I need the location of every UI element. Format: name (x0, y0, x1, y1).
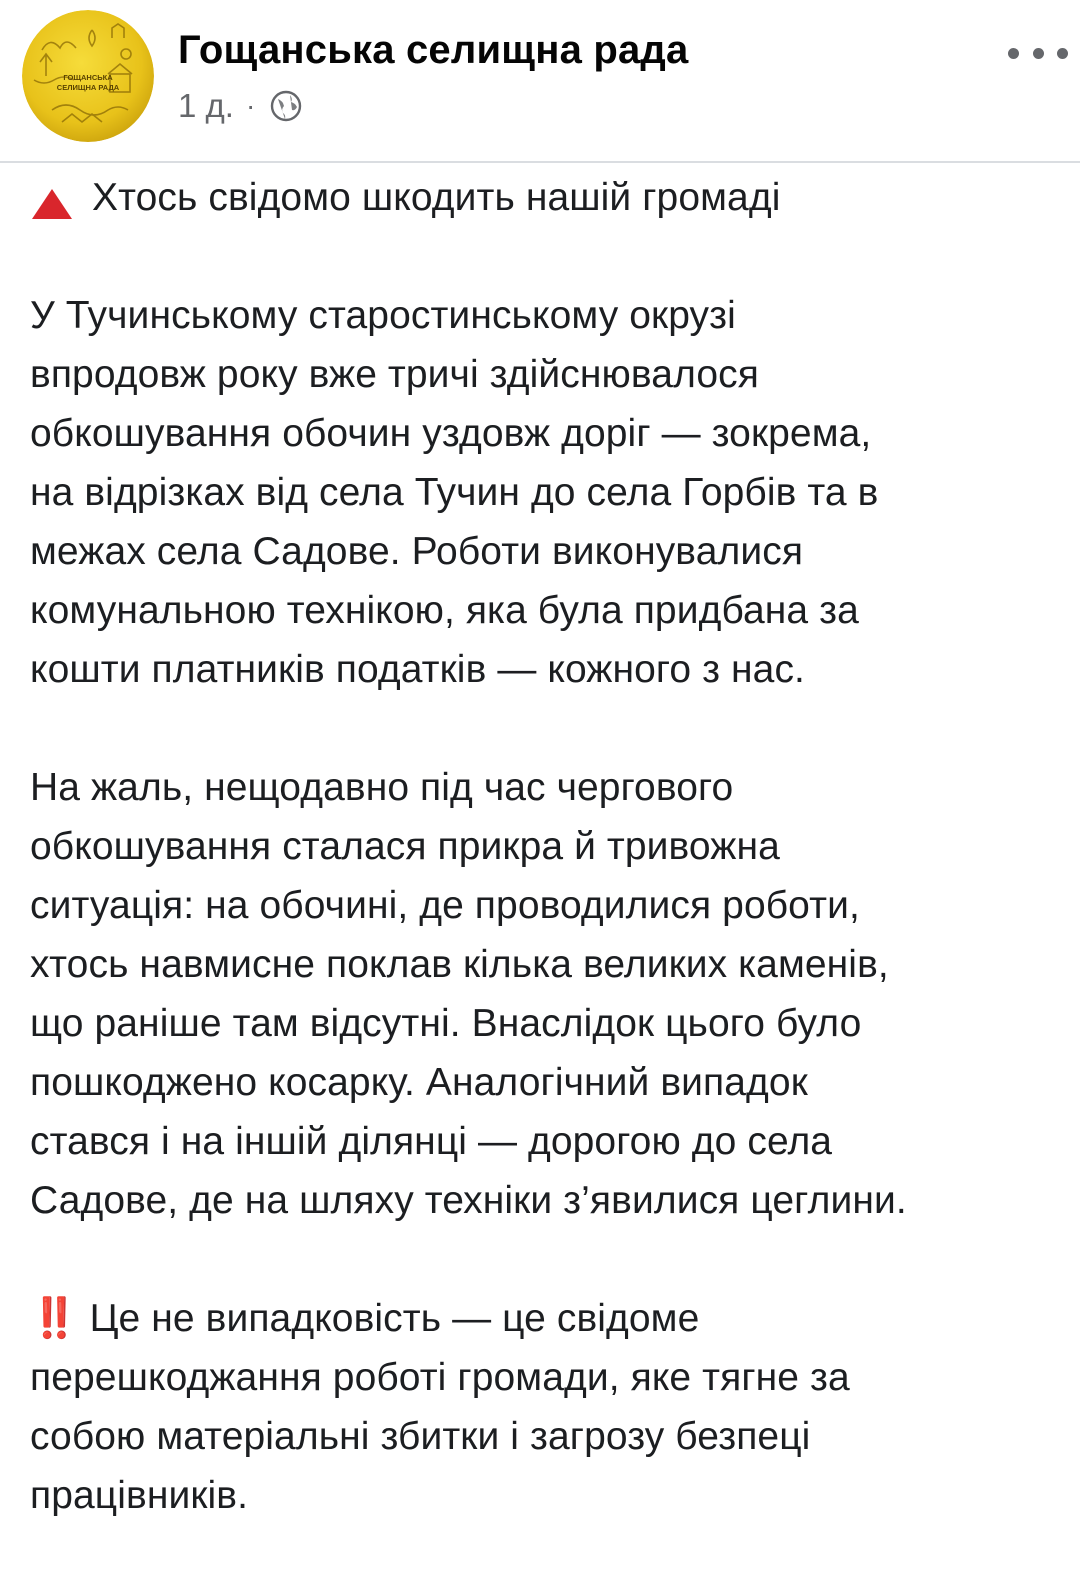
post-meta (178, 86, 303, 126)
post-paragraph-3 (30, 1289, 1060, 1525)
text-line: комунальною технікою, яка була придбана за (30, 589, 859, 632)
text-line: ситуація: на обочині, де проводилися роботи, (30, 884, 860, 927)
svg-text:СЕЛИЩНА РАДА: СЕЛИЩНА РАДА (56, 83, 120, 92)
page-name-link[interactable]: Гощанська селищна рада (178, 28, 689, 72)
text-line: впродовж року вже тричі здійснювалося (30, 353, 759, 396)
globe-icon (269, 89, 303, 123)
post-header (0, 0, 1080, 162)
text-line: на відрізках від села Тучин до села Горбів та в (30, 471, 879, 514)
text-line: стався і на іншій ділянці — дорогою до села (30, 1120, 833, 1163)
text-line: кошти платників податків — кожного з нас. (30, 648, 805, 691)
text-line: Садове, де на шляху техніки з’явилися цеглини. (30, 1179, 907, 1222)
avatar-logo (22, 10, 154, 142)
more-horizontal-icon (1008, 48, 1019, 59)
meta-separator: · (245, 90, 256, 121)
text-line: хтось навмисне поклав кілька великих каменів, (30, 943, 889, 986)
text-line: пошкоджено косарку. Аналогічний випадок (30, 1061, 808, 1104)
page-avatar[interactable] (22, 10, 154, 142)
text-line: обкошування обочин уздовж доріг — зокрема, (30, 412, 872, 455)
post-text (30, 168, 1060, 1584)
text-line: обкошування сталася прикра й тривожна (30, 825, 780, 868)
text-line: межах села Садове. Роботи виконувалися (30, 530, 804, 573)
header-divider (0, 161, 1080, 163)
text-line: У Тучинському старостинському окрузі (30, 294, 736, 337)
svg-text:ГОЩАНСЬКА: ГОЩАНСЬКА (63, 73, 113, 82)
text-line: собою матеріальні збитки і загрозу безпеці (30, 1415, 811, 1458)
text-line: На жаль, нещодавно під час чергового (30, 766, 734, 809)
text-line: ‼️ Це не випадковість — це свідоме (30, 1297, 700, 1340)
red-triangle-icon (30, 180, 74, 216)
post-timestamp[interactable]: 1 д. (178, 87, 234, 124)
post-title-line (30, 168, 1060, 227)
text-line: що раніше там відсутні. Внаслідок цього було (30, 1002, 862, 1045)
text-line: перешкоджання роботі громади, яке тягне за (30, 1356, 850, 1399)
more-options-button[interactable] (1008, 38, 1068, 68)
post-paragraph-2 (30, 758, 1060, 1230)
text-line: працівників. (30, 1474, 249, 1517)
post-paragraph-1 (30, 286, 1060, 699)
post-title: Хтось свідомо шкодить нашій громаді (92, 176, 781, 219)
